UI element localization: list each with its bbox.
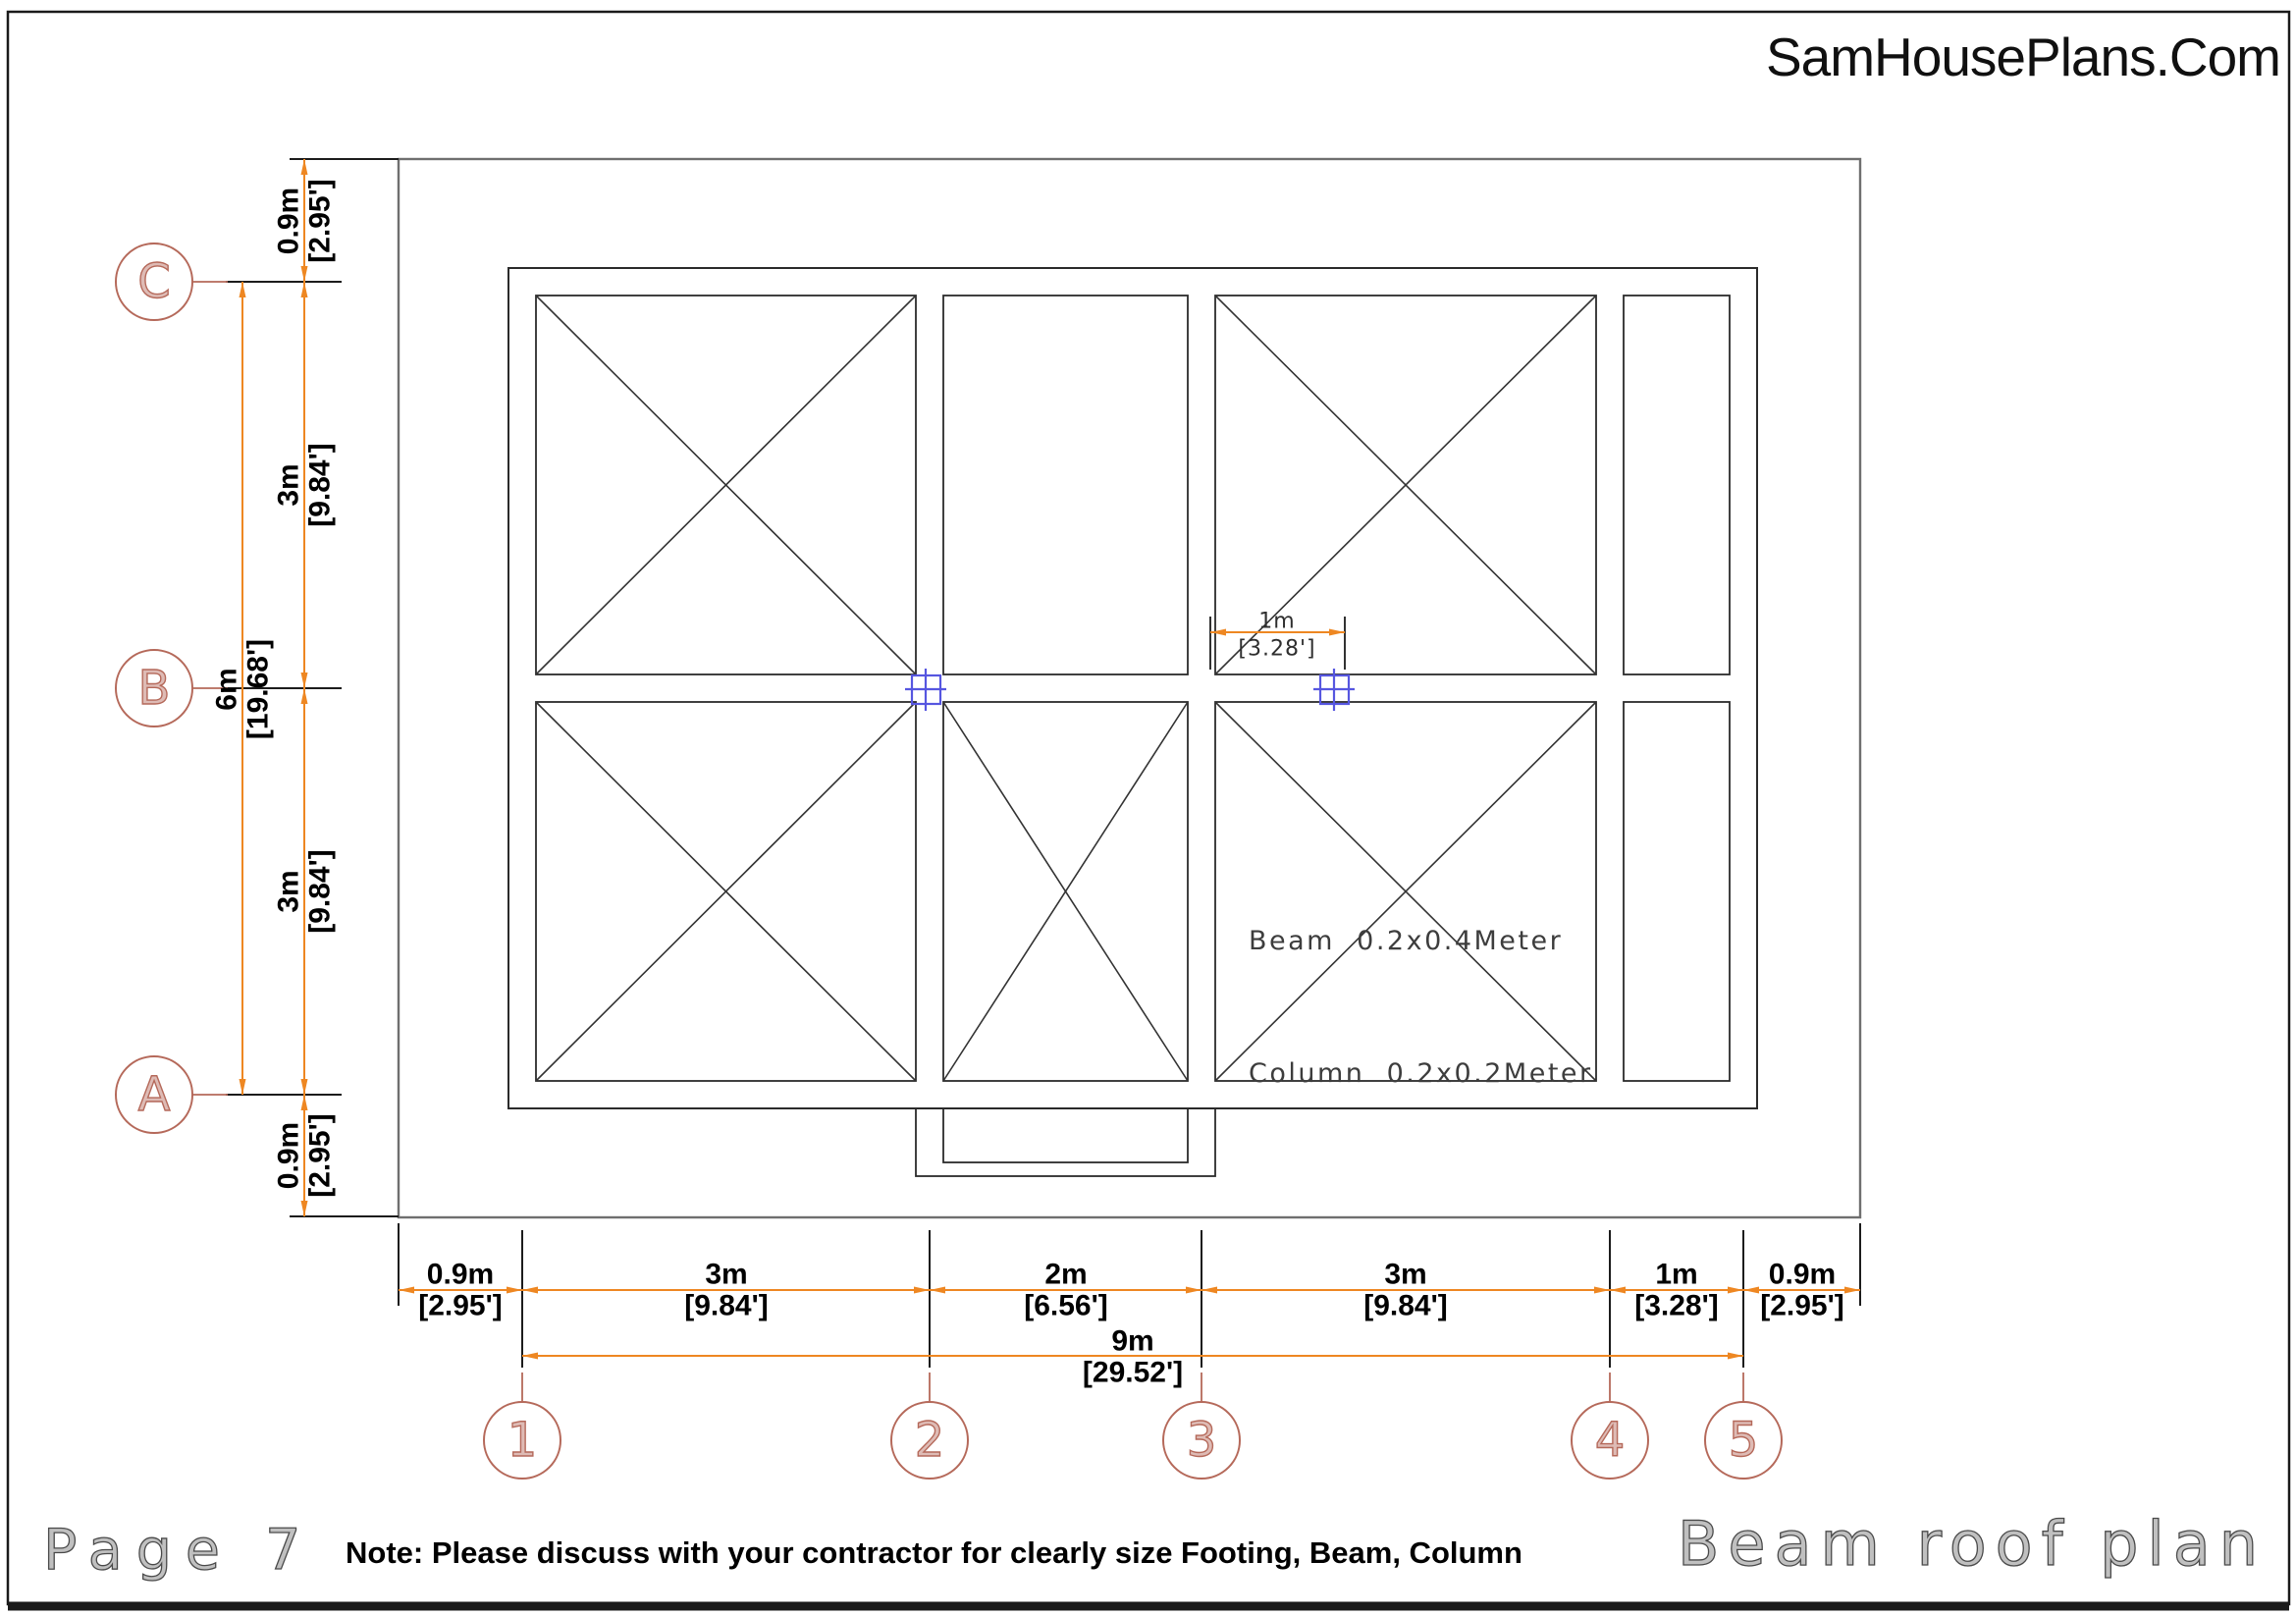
grid-bubble-col-4-label: 4 bbox=[1594, 1413, 1626, 1468]
dim-left-total-ft: [19.68'] bbox=[241, 638, 274, 740]
dim-bottom-3-m: 3m bbox=[1384, 1258, 1427, 1291]
dim-bottom-2 bbox=[1024, 1260, 1108, 1321]
dim-panel-ft: [3.28'] bbox=[1238, 636, 1316, 661]
dim-left-2-m: 3m bbox=[272, 870, 305, 913]
dim-bottom-0-m: 0.9m bbox=[426, 1258, 495, 1291]
dim-left-3 bbox=[274, 1113, 336, 1198]
dim-bottom-4 bbox=[1634, 1260, 1719, 1321]
dim-bottom-0 bbox=[418, 1260, 503, 1321]
dim-left-1 bbox=[274, 443, 336, 527]
porch-outline-inner bbox=[943, 1108, 1188, 1162]
dim-bottom-3 bbox=[1363, 1260, 1448, 1321]
dim-bottom-4-m: 1m bbox=[1655, 1258, 1698, 1291]
dim-bottom-3-ft: [9.84'] bbox=[1363, 1289, 1448, 1321]
dim-left-2 bbox=[274, 849, 336, 934]
size-annotation bbox=[1249, 831, 1593, 1140]
page-number: Page 7 bbox=[43, 1518, 315, 1583]
grid-bubble-col-2 bbox=[890, 1401, 969, 1480]
site-title: SamHousePlans.Com bbox=[1765, 27, 2280, 87]
dim-left-1-ft: [9.84'] bbox=[303, 443, 336, 527]
porch-outline-outer bbox=[916, 1108, 1215, 1176]
dim-bottom-0-ft: [2.95'] bbox=[418, 1289, 503, 1321]
dim-left-3-m: 0.9m bbox=[272, 1121, 305, 1190]
dim-left-total bbox=[212, 639, 274, 739]
dim-left-1-m: 3m bbox=[272, 463, 305, 507]
dim-panel bbox=[1238, 609, 1315, 663]
grid-bubble-col-5 bbox=[1704, 1401, 1783, 1480]
grid-bubble-col-5-label: 5 bbox=[1728, 1413, 1759, 1468]
grid-bubble-col-1-label: 1 bbox=[507, 1413, 538, 1468]
grid-bubble-row-c bbox=[115, 242, 193, 321]
dim-left-0-ft: [2.95'] bbox=[303, 179, 336, 263]
column-size-text: Column 0.2x0.2Meter bbox=[1249, 1058, 1593, 1089]
dim-left-total-m: 6m bbox=[210, 668, 243, 711]
dim-bottom-1-ft: [9.84'] bbox=[684, 1289, 769, 1321]
dim-bottom-2-ft: [6.56'] bbox=[1024, 1289, 1108, 1321]
dim-bottom-4-ft: [3.28'] bbox=[1634, 1289, 1719, 1321]
dim-left-2-ft: [9.84'] bbox=[303, 849, 336, 934]
grid-bubble-row-a-label: A bbox=[137, 1067, 171, 1122]
dim-bottom-5-m: 0.9m bbox=[1768, 1258, 1837, 1291]
dim-bottom-1-m: 3m bbox=[705, 1258, 748, 1291]
grid-bubble-col-4 bbox=[1571, 1401, 1649, 1480]
contractor-note: Note: Please discuss with your contractor for clearly size Footing, Beam, Column bbox=[346, 1535, 1522, 1570]
grid-bubble-col-1 bbox=[483, 1401, 561, 1480]
dim-bottom-total bbox=[1083, 1326, 1183, 1388]
grid-bubble-row-b bbox=[115, 649, 193, 727]
dim-bottom-total-m: 9m bbox=[1111, 1324, 1154, 1358]
dim-left-3-ft: [2.95'] bbox=[303, 1113, 336, 1198]
dim-left-0 bbox=[274, 179, 336, 263]
grid-bubble-col-3-label: 3 bbox=[1186, 1413, 1217, 1468]
grid-bubble-col-3 bbox=[1162, 1401, 1241, 1480]
dim-left-0-m: 0.9m bbox=[272, 187, 305, 255]
dim-bottom-1 bbox=[684, 1260, 769, 1321]
roof-outline bbox=[399, 159, 1860, 1217]
grid-bubble-col-2-label: 2 bbox=[914, 1413, 945, 1468]
grid-bubble-row-b-label: B bbox=[137, 661, 171, 716]
beam-size-text: Beam 0.2x0.4Meter bbox=[1249, 926, 1564, 956]
grid-bubble-row-a bbox=[115, 1055, 193, 1134]
dim-bottom-5 bbox=[1760, 1260, 1844, 1321]
drawing-title: Beam roof plan bbox=[1677, 1508, 2267, 1580]
dim-panel-m: 1m bbox=[1258, 609, 1296, 634]
dim-bottom-2-m: 2m bbox=[1044, 1258, 1088, 1291]
grid-bubble-row-c-label: C bbox=[137, 254, 171, 309]
dim-bottom-5-ft: [2.95'] bbox=[1760, 1289, 1844, 1321]
dim-bottom-total-ft: [29.52'] bbox=[1082, 1356, 1184, 1388]
